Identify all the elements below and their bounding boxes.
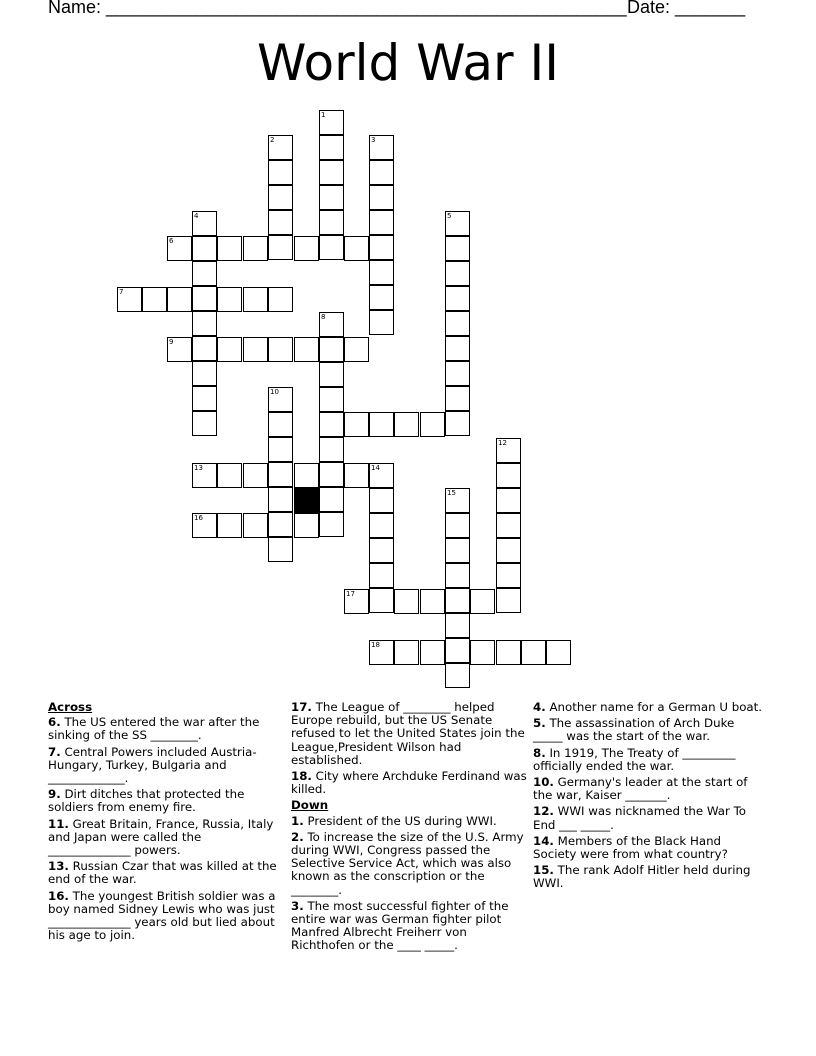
crossword-cell[interactable] bbox=[243, 236, 268, 261]
crossword-cell[interactable] bbox=[192, 261, 217, 286]
clue-number: 8 bbox=[321, 313, 326, 321]
clue-text: WWI was nicknamed the War To End ___ _____. bbox=[533, 804, 747, 832]
crossword-cell[interactable] bbox=[420, 412, 445, 437]
crossword-cell[interactable] bbox=[319, 337, 344, 362]
crossword-cell[interactable] bbox=[445, 663, 470, 688]
crossword-cell[interactable] bbox=[319, 437, 344, 462]
crossword-cell[interactable] bbox=[496, 640, 521, 665]
crossword-cell[interactable] bbox=[217, 236, 242, 261]
clue-number: 13. bbox=[48, 859, 69, 874]
crossword-cell[interactable] bbox=[319, 512, 344, 537]
crossword-cell[interactable] bbox=[521, 640, 546, 665]
crossword-cell[interactable] bbox=[369, 640, 394, 665]
crossword-cell[interactable] bbox=[344, 463, 369, 488]
clue-text: City where Archduke Ferdinand was killed. bbox=[291, 769, 527, 797]
crossword-cell[interactable] bbox=[167, 236, 192, 261]
crossword-cell[interactable] bbox=[319, 462, 344, 487]
clue-text: The League of ________ helped Europe rebuild, but the US Senate refused to let the United States join the League,President Wilson had established. bbox=[291, 700, 525, 767]
clue-text: The US entered the war after the sinking of the SS ________. bbox=[48, 715, 260, 743]
clue-heading: Down bbox=[291, 798, 329, 813]
clue-number: 10 bbox=[270, 388, 279, 396]
clue-number: 2 bbox=[270, 136, 275, 144]
crossword-cell[interactable] bbox=[167, 287, 192, 312]
crossword-cell[interactable] bbox=[546, 640, 571, 665]
clue-text: Great Britain, France, Russia, Italy and Japan were called the ______________ powers. bbox=[48, 816, 274, 858]
clue-text: Another name for a German U boat. bbox=[549, 700, 763, 714]
clue-number: 7. bbox=[48, 744, 61, 759]
clue-number: 14 bbox=[371, 464, 380, 472]
crossword-cell[interactable] bbox=[319, 235, 344, 260]
clue-number: 7 bbox=[119, 288, 124, 296]
crossword-cell[interactable] bbox=[496, 563, 521, 588]
crossword-cell[interactable] bbox=[369, 588, 394, 613]
crossword-cell[interactable] bbox=[445, 538, 470, 563]
crossword-cell[interactable] bbox=[192, 336, 217, 361]
clue bbox=[48, 746, 280, 786]
crossword-cell[interactable] bbox=[243, 463, 268, 488]
clue-number: 3 bbox=[371, 136, 376, 144]
clues-column-3 bbox=[533, 701, 765, 894]
crossword-cell[interactable] bbox=[369, 563, 394, 588]
crossword-cell[interactable] bbox=[369, 310, 394, 335]
page-title: World War II bbox=[256, 34, 559, 92]
crossword-cell[interactable] bbox=[445, 588, 470, 613]
clue-number: 1 bbox=[321, 111, 326, 119]
clue bbox=[48, 818, 280, 858]
crossword-cell[interactable] bbox=[268, 412, 293, 437]
clue-text: Central Powers included Austria-Hungary, Turkey, Bulgaria and _____________. bbox=[48, 744, 257, 786]
clue bbox=[291, 701, 527, 767]
crossword-cell[interactable] bbox=[420, 589, 445, 614]
clue-number: 4 bbox=[194, 212, 199, 220]
clue-text: President of the US during WWI. bbox=[307, 813, 497, 828]
crossword-cell[interactable] bbox=[470, 640, 495, 665]
crossword-cell[interactable] bbox=[243, 337, 268, 362]
clue-number: 16. bbox=[48, 888, 69, 903]
clue-number: 5 bbox=[447, 212, 452, 220]
clue-number: 15. bbox=[533, 863, 554, 878]
crossword-cell[interactable] bbox=[319, 160, 344, 185]
crossword-cell[interactable] bbox=[445, 513, 470, 538]
clue bbox=[48, 788, 280, 814]
crossword-cell[interactable] bbox=[268, 235, 293, 260]
crossword-cell[interactable] bbox=[344, 236, 369, 261]
crossword-cell[interactable] bbox=[319, 412, 344, 437]
clue bbox=[291, 770, 527, 796]
crossword-cell[interactable] bbox=[117, 287, 142, 312]
crossword-cell[interactable] bbox=[496, 438, 521, 463]
crossword-cell[interactable] bbox=[445, 563, 470, 588]
crossword-cell[interactable] bbox=[268, 487, 293, 512]
crossword-cell[interactable] bbox=[445, 386, 470, 411]
crossword-cell[interactable] bbox=[496, 463, 521, 488]
crossword-cell[interactable] bbox=[344, 412, 369, 437]
crossword-cell[interactable] bbox=[268, 210, 293, 235]
crossword-cell[interactable] bbox=[268, 512, 293, 537]
crossword-cell[interactable] bbox=[319, 362, 344, 387]
crossword-cell[interactable] bbox=[319, 312, 344, 337]
crossword-cell[interactable] bbox=[167, 337, 192, 362]
crossword-cell[interactable] bbox=[268, 337, 293, 362]
clue-text: Germany's leader at the start of the war, Kaiser _______. bbox=[533, 775, 748, 803]
crossword-cell[interactable] bbox=[294, 236, 319, 261]
crossword-cell[interactable] bbox=[369, 538, 394, 563]
clue-text: The most successful fighter of the entire war was German fighter pilot Manfred Albrecht Freiherr von Richthofen or the ____ _____. bbox=[291, 898, 509, 953]
crossword-cell[interactable] bbox=[369, 285, 394, 310]
clue-text: Members of the Black Hand Society were from what country? bbox=[533, 833, 728, 862]
crossword-cell[interactable] bbox=[369, 513, 394, 538]
crossword-cell[interactable] bbox=[217, 513, 242, 538]
crossword-cell[interactable] bbox=[217, 337, 242, 362]
crossword-cell[interactable] bbox=[394, 640, 419, 665]
crossword-cell[interactable] bbox=[192, 513, 217, 538]
crossword-cell[interactable] bbox=[268, 462, 293, 487]
crossword-cell[interactable] bbox=[369, 210, 394, 235]
clue-number: 8. bbox=[533, 745, 546, 760]
crossword-cell[interactable] bbox=[192, 411, 217, 436]
crossword-cell[interactable] bbox=[369, 260, 394, 285]
crossword-cell[interactable] bbox=[294, 463, 319, 488]
crossword-cell[interactable] bbox=[192, 361, 217, 386]
clue bbox=[48, 716, 280, 742]
clue bbox=[48, 860, 280, 886]
crossword-cell[interactable] bbox=[268, 160, 293, 185]
clue-number: 2. bbox=[291, 829, 304, 844]
clue bbox=[533, 776, 765, 802]
clue-text: In 1919, The Treaty of _________ officially ended the war. bbox=[533, 745, 736, 773]
clue-number: 5. bbox=[533, 716, 546, 731]
clue-number: 3. bbox=[291, 898, 304, 913]
crossword-cell[interactable] bbox=[243, 287, 268, 312]
crossword-cell[interactable] bbox=[369, 235, 394, 260]
clue-text: The youngest British soldier was a boy named Sidney Lewis who was just ______________ years old but lied about his age to join. bbox=[48, 888, 276, 943]
crossword-cell[interactable] bbox=[496, 538, 521, 563]
crossword-cell[interactable] bbox=[344, 589, 369, 614]
crossword-cell[interactable] bbox=[217, 287, 242, 312]
clue bbox=[48, 890, 280, 943]
crossword-cell[interactable] bbox=[319, 135, 344, 160]
crossword-cell[interactable] bbox=[496, 588, 521, 613]
crossword-cell[interactable] bbox=[294, 337, 319, 362]
crossword-cell[interactable] bbox=[243, 513, 268, 538]
clue-number: 4. bbox=[533, 700, 546, 714]
blocked-cell bbox=[294, 488, 319, 513]
clues-column-1 bbox=[48, 701, 280, 945]
crossword-cell[interactable] bbox=[319, 487, 344, 512]
clues-column-2 bbox=[291, 701, 527, 956]
crossword-cell[interactable] bbox=[192, 286, 217, 311]
clue-number: 16 bbox=[194, 514, 203, 522]
crossword-cell[interactable] bbox=[319, 387, 344, 412]
clue-heading: Across bbox=[48, 700, 93, 714]
clue-number: 6 bbox=[169, 237, 174, 245]
crossword-cell[interactable] bbox=[496, 513, 521, 538]
crossword-cell[interactable] bbox=[445, 261, 470, 286]
clue-number: 9. bbox=[48, 787, 61, 802]
crossword-cell[interactable] bbox=[470, 589, 495, 614]
crossword-cell[interactable] bbox=[192, 311, 217, 336]
clue-text: The rank Adolf Hitler held during WWI. bbox=[533, 863, 751, 891]
clue bbox=[291, 815, 527, 828]
crossword-cell[interactable] bbox=[268, 437, 293, 462]
clue-number: 6. bbox=[48, 715, 61, 730]
crossword-cell[interactable] bbox=[496, 488, 521, 513]
crossword-cell[interactable] bbox=[268, 387, 293, 412]
clue-number: 13 bbox=[194, 464, 203, 472]
crossword-cell[interactable] bbox=[445, 488, 470, 513]
crossword-cell[interactable] bbox=[217, 463, 242, 488]
crossword-cell[interactable] bbox=[268, 185, 293, 210]
clue-number: 17 bbox=[346, 590, 355, 598]
crossword-cell[interactable] bbox=[192, 463, 217, 488]
crossword-cell[interactable] bbox=[369, 488, 394, 513]
clue bbox=[291, 900, 527, 953]
clue-number: 17. bbox=[291, 700, 312, 714]
crossword-cell[interactable] bbox=[369, 160, 394, 185]
clue bbox=[533, 717, 765, 743]
clue-number: 12. bbox=[533, 804, 554, 819]
clue-number: 9 bbox=[169, 338, 174, 346]
crossword-cell[interactable] bbox=[192, 211, 217, 236]
clue bbox=[533, 701, 765, 714]
clue bbox=[533, 805, 765, 831]
date-field: Date: _______ bbox=[627, 0, 746, 17]
crossword-cell[interactable] bbox=[268, 537, 293, 562]
clue-number: 1. bbox=[291, 813, 304, 828]
crossword-cell[interactable] bbox=[445, 336, 470, 361]
crossword-cell[interactable] bbox=[192, 386, 217, 411]
clue-text: The assassination of Arch Duke _____ was the start of the war. bbox=[533, 716, 735, 744]
crossword-cell[interactable] bbox=[319, 185, 344, 210]
clue bbox=[533, 864, 765, 890]
crossword-cell[interactable] bbox=[319, 210, 344, 235]
crossword-cell[interactable] bbox=[445, 361, 470, 386]
crossword-cell[interactable] bbox=[445, 638, 470, 663]
clue-number: 18 bbox=[371, 641, 380, 649]
crossword-cell[interactable] bbox=[192, 236, 217, 261]
crossword-cell[interactable] bbox=[445, 311, 470, 336]
crossword-cell[interactable] bbox=[445, 211, 470, 236]
crossword-cell[interactable] bbox=[420, 640, 445, 665]
crossword-cell[interactable] bbox=[268, 287, 293, 312]
crossword-cell[interactable] bbox=[445, 286, 470, 311]
crossword-cell[interactable] bbox=[445, 411, 470, 436]
crossword-cell[interactable] bbox=[369, 135, 394, 160]
clue-text: To increase the size of the U.S. Army during WWI, Congress passed the Selective Service Act, which was also known as the conscription or the ________. bbox=[291, 829, 524, 897]
clue-number: 10. bbox=[533, 775, 554, 790]
clue bbox=[533, 747, 765, 773]
crossword-cell[interactable] bbox=[369, 185, 394, 210]
crossword-cell[interactable] bbox=[394, 589, 419, 614]
clue-text: Russian Czar that was killed at the end of the war. bbox=[48, 859, 277, 887]
name-field: Name: ____________________________________________________ bbox=[48, 0, 627, 17]
crossword-cell[interactable] bbox=[268, 135, 293, 160]
crossword-cell[interactable] bbox=[369, 412, 394, 437]
clue-number: 11. bbox=[48, 816, 69, 831]
crossword-cell[interactable] bbox=[445, 613, 470, 638]
clue bbox=[533, 835, 765, 861]
crossword-cell[interactable] bbox=[142, 287, 167, 312]
crossword-cell[interactable] bbox=[294, 513, 319, 538]
clue-number: 15 bbox=[447, 489, 456, 497]
clue-number: 12 bbox=[498, 439, 507, 447]
clue-number: 18. bbox=[291, 769, 312, 784]
clue-number: 14. bbox=[533, 833, 554, 848]
crossword-cell[interactable] bbox=[394, 412, 419, 437]
crossword-cell[interactable] bbox=[344, 337, 369, 362]
crossword-cell[interactable] bbox=[445, 236, 470, 261]
crossword-cell[interactable] bbox=[369, 463, 394, 488]
clue-text: Dirt ditches that protected the soldiers from enemy fire. bbox=[48, 787, 245, 815]
crossword-cell[interactable] bbox=[319, 110, 344, 135]
clue bbox=[291, 831, 527, 897]
